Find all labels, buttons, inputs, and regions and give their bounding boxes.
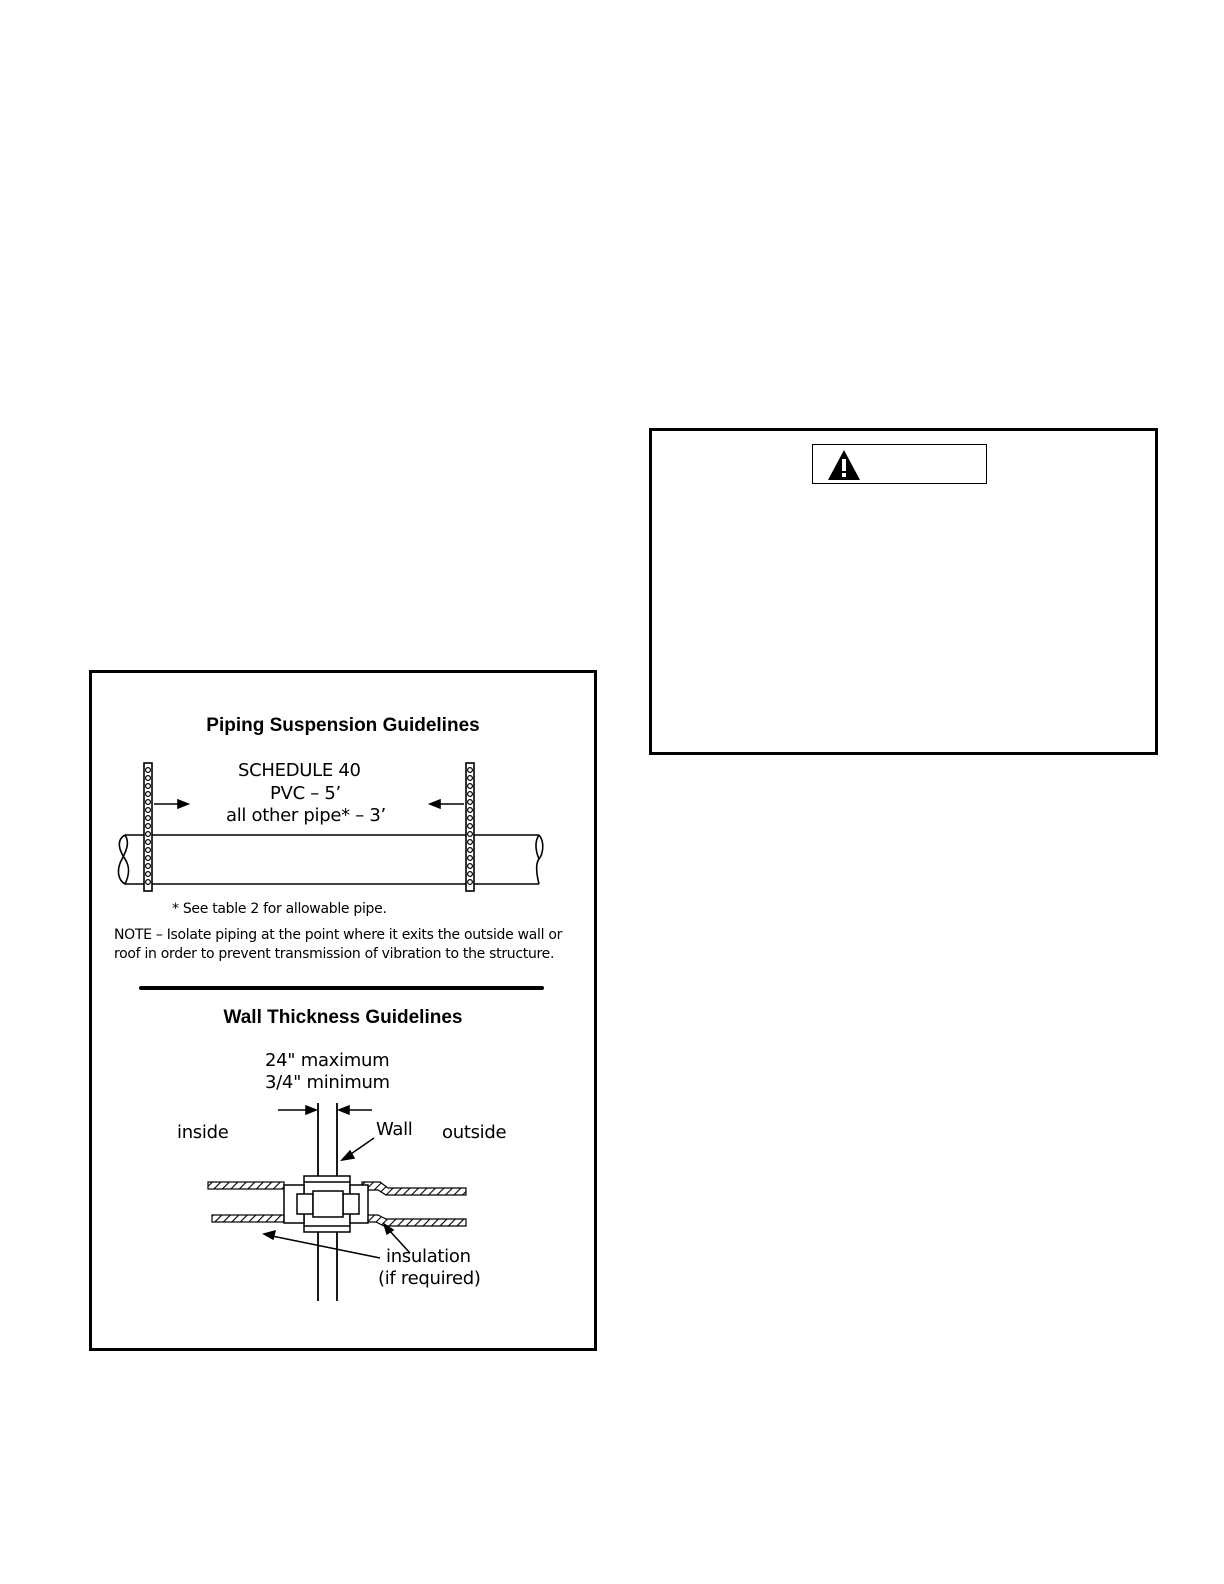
note-line-1: NOTE – Isolate piping at the point where it exits the outside wall or	[114, 927, 563, 943]
footnote: * See table 2 for allowable pipe.	[172, 901, 387, 917]
schedule-label: SCHEDULE 40	[238, 760, 361, 781]
insulation-label: insulation	[386, 1246, 471, 1267]
wall-label: Wall	[376, 1119, 413, 1140]
pipe	[118, 835, 542, 884]
warning-triangle-icon	[827, 449, 861, 481]
section-divider	[139, 986, 544, 990]
thickness-arrows	[278, 1106, 372, 1114]
wall-title: Wall Thickness Guidelines	[223, 1007, 463, 1028]
warning-box	[649, 428, 1158, 755]
min-thickness-label: 3/4" minimum	[265, 1072, 390, 1093]
left-hanger	[144, 763, 152, 891]
figure-box	[89, 670, 597, 1351]
max-thickness-label: 24" maximum	[265, 1050, 390, 1071]
piping-title: Piping Suspension Guidelines	[206, 715, 480, 736]
if-required-label: (if required)	[378, 1268, 481, 1289]
wall-pointer	[342, 1138, 374, 1160]
pvc-spacing-label: PVC – 5’	[270, 783, 341, 804]
other-pipe-spacing-label: all other pipe* – 3’	[226, 805, 386, 826]
inside-label: inside	[177, 1122, 229, 1143]
outside-label: outside	[442, 1122, 507, 1143]
wall-diagram	[92, 1098, 594, 1328]
note-line-2: roof in order to prevent transmission of vibration to the structure.	[114, 946, 555, 962]
right-hanger	[466, 763, 474, 891]
wall-sleeve	[284, 1176, 368, 1232]
warning-label	[812, 444, 987, 484]
